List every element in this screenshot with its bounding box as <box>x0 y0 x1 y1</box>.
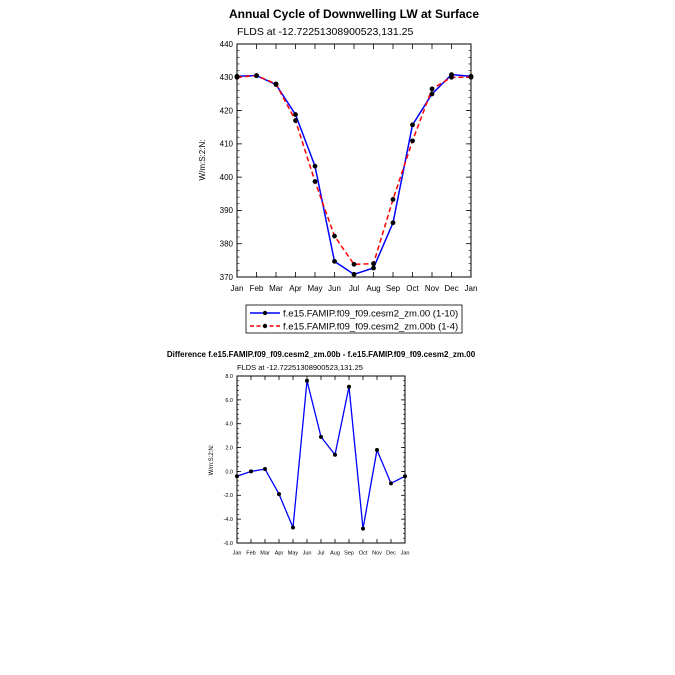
chart-title: Annual Cycle of Downwelling LW at Surface <box>228 7 480 21</box>
series-group <box>235 72 474 277</box>
difference-chart <box>167 350 476 557</box>
x-tick-label: Jan <box>400 550 410 557</box>
chart-subtitle: FLDS at -12.72251308900523,131.25 <box>237 26 414 38</box>
series-line-a <box>237 75 471 275</box>
x-tick-label: Jul <box>348 284 360 293</box>
y-tick-label: 4.0 <box>225 421 233 428</box>
x-tick-label: Apr <box>289 284 302 293</box>
data-point <box>277 492 281 496</box>
y-tick-label: -6.0 <box>223 540 233 547</box>
y-tick-label: 400 <box>219 172 233 182</box>
x-tick-label: Dec <box>386 550 396 557</box>
x-tick-label: Sep <box>385 284 401 293</box>
x-tick-label: Jan <box>230 284 244 293</box>
x-tick-label: Jun <box>302 550 312 557</box>
data-point <box>430 87 435 92</box>
y-tick-label: 370 <box>219 272 233 282</box>
y-tick-label: 2.0 <box>225 445 233 452</box>
series-line-a <box>237 381 405 529</box>
data-point <box>361 527 365 531</box>
x-tick-label: Jan <box>232 550 242 557</box>
data-point <box>391 220 396 225</box>
legend-marker-series-b <box>263 324 267 328</box>
difference-subtitle: FLDS at -12.72251308900523,131.25 <box>237 363 363 372</box>
data-point <box>352 272 357 277</box>
difference-title: Difference f.e15.FAMIP.f09_f09.cesm2_zm.00b - f.e15.FAMIP.f09_f09.cesm2_zm.00 <box>166 350 476 359</box>
x-tick-labels <box>231 284 478 293</box>
difference-y-axis-label: W/m:S:2:N: <box>209 444 215 476</box>
data-point <box>403 474 407 478</box>
data-point <box>291 525 295 529</box>
y-tick-label: -4.0 <box>223 517 233 524</box>
x-tick-label: Feb <box>249 284 264 293</box>
legend-label-series-a: f.e15.FAMIP.f09_f09.cesm2_zm.00 (1-10) <box>283 308 459 320</box>
data-point <box>274 82 279 87</box>
data-point <box>313 179 318 184</box>
x-tick-label: Feb <box>246 550 256 557</box>
y-tick-label: 8.0 <box>225 373 233 380</box>
data-point <box>332 259 337 264</box>
difference-x-tick-labels <box>233 551 410 557</box>
x-tick-label: May <box>307 284 323 293</box>
y-axis-label: W/m:S:2:N: <box>198 139 207 181</box>
y-tick-label: 440 <box>219 39 233 49</box>
difference-y-tick-labels <box>224 374 233 547</box>
x-tick-label: Jun <box>328 284 341 293</box>
data-point <box>313 164 318 169</box>
x-tick-label: Mar <box>269 284 283 293</box>
data-point <box>319 435 323 439</box>
data-point <box>347 385 351 389</box>
x-tick-label: Oct <box>358 550 368 557</box>
x-tick-label: Sep <box>344 550 354 557</box>
data-point <box>469 75 474 80</box>
data-point <box>375 448 379 452</box>
data-point <box>293 112 298 117</box>
difference-axis-ticks <box>237 376 405 543</box>
difference-plot-frame <box>237 376 405 543</box>
x-tick-label: Aug <box>366 284 381 293</box>
data-point <box>235 75 240 80</box>
plot-frame <box>237 44 471 277</box>
legend <box>246 305 462 333</box>
data-point <box>352 262 357 267</box>
series-line-b <box>237 76 471 265</box>
y-tick-label: 430 <box>219 73 233 83</box>
data-point <box>305 379 309 383</box>
x-tick-label: Mar <box>260 550 270 557</box>
legend-marker-series-a <box>263 311 267 315</box>
data-point <box>391 197 396 202</box>
difference-series-group <box>235 379 407 531</box>
y-tick-label: 420 <box>219 106 233 116</box>
data-point <box>235 474 239 478</box>
y-tick-label: -2.0 <box>223 493 233 500</box>
x-tick-label: Nov <box>424 284 440 293</box>
data-point <box>263 467 267 471</box>
x-tick-label: Aug <box>330 550 340 557</box>
data-point <box>371 266 376 271</box>
x-tick-label: Oct <box>406 284 419 293</box>
data-point <box>371 261 376 266</box>
y-tick-label: 0.0 <box>225 469 233 476</box>
axis-ticks <box>237 44 471 277</box>
x-tick-label: Nov <box>372 550 382 557</box>
data-point <box>249 469 253 473</box>
data-point <box>410 138 415 143</box>
y-tick-label: 6.0 <box>225 397 233 404</box>
y-tick-labels <box>220 40 234 282</box>
data-point <box>430 92 435 97</box>
legend-label-series-b: f.e15.FAMIP.f09_f09.cesm2_zm.00b (1-4) <box>283 321 459 333</box>
x-tick-label: Jan <box>464 284 478 293</box>
data-point <box>254 73 259 78</box>
data-point <box>449 75 454 80</box>
data-point <box>332 234 337 239</box>
y-tick-label: 390 <box>219 206 233 216</box>
data-point <box>410 122 415 127</box>
annual-cycle-chart <box>198 7 479 333</box>
x-tick-label: Jul <box>317 550 325 557</box>
x-tick-label: May <box>287 550 299 557</box>
data-point <box>293 118 298 123</box>
x-tick-label: Apr <box>274 550 284 557</box>
y-tick-label: 410 <box>219 139 233 149</box>
data-point <box>333 453 337 457</box>
x-tick-label: Dec <box>444 284 459 293</box>
data-point <box>389 481 393 485</box>
y-tick-label: 380 <box>219 239 233 249</box>
